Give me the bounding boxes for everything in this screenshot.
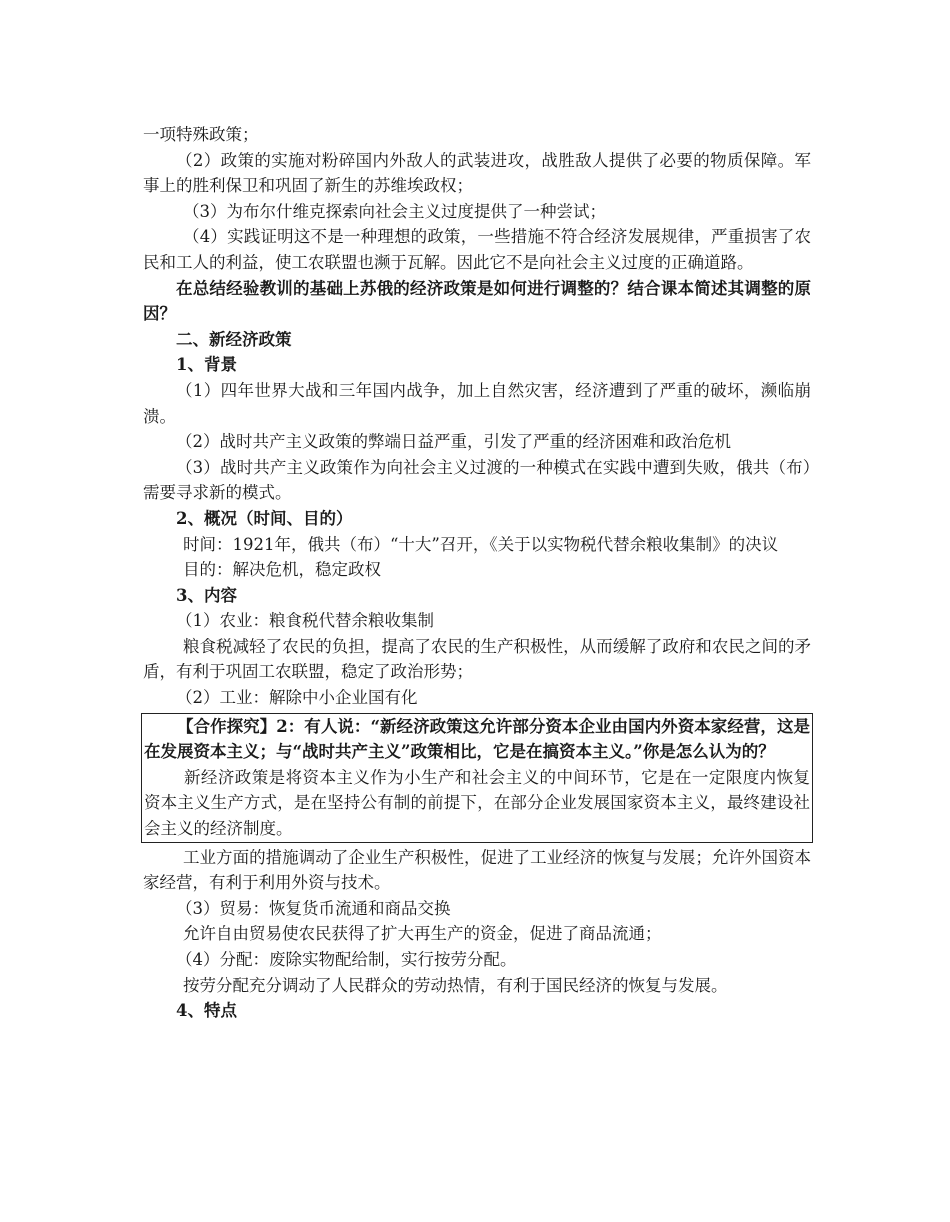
content-bottom [143, 845, 811, 1024]
heading-paragraph: 二、新经济政策 [176, 329, 292, 349]
body-paragraph: 工业方面的措施调动了企业生产积极性，促进了工业经济的恢复与发展；允许外国资本家经营，有利于利用外资与技术。 [143, 847, 811, 893]
body-paragraph: 允许自由贸易使农民获得了扩大再生产的资金，促进了商品流通； [183, 924, 662, 944]
body-paragraph: （4）分配：废除实物配给制，实行按劳分配。 [176, 950, 517, 969]
body-paragraph: （2）政策的实施对粉碎国内外敌人的武装进攻，战胜敌人提供了必要的物质保障。军事上的胜利保卫和巩固了新生的苏维埃政权； [143, 150, 811, 196]
body-paragraph: 一项特殊政策； [143, 125, 259, 144]
body-paragraph: （2）工业：解除中小企业国有化 [176, 688, 418, 708]
inquiry-question: 【合作探究】2：有人说：“新经济政策这允许部分资本企业由国内外资本家经营，这是在发展资本主义；与“战时共产主义”政策相比，它是在搞资本主义。”你是怎么认为的？ [144, 716, 810, 762]
content-top [143, 122, 811, 711]
body-paragraph: （1）农业：粮食税代替余粮收集制 [176, 611, 434, 631]
body-paragraph: （2）战时共产主义政策的弊端日益严重，引发了严重的经济困难和政治危机 [176, 432, 731, 452]
heading-paragraph: 4、特点 [176, 1001, 237, 1021]
cooperative-inquiry-box [141, 713, 813, 843]
body-paragraph: 目的：解决危机，稳定政权 [183, 560, 381, 580]
body-paragraph: （4）实践证明这不是一种理想的政策，一些措施不符合经济发展规律，严重损害了农民和工人的利益，使工农联盟也濒于瓦解。因此它不是向社会主义过度的正确道路。 [143, 227, 811, 272]
body-paragraph: （3）战时共产主义政策作为向社会主义过渡的一种模式在实践中遭到失败，俄共（布）需要寻求新的模式。 [143, 457, 811, 503]
body-paragraph: （3）贸易：恢复货币流通和商品交换 [176, 898, 451, 918]
heading-paragraph: 在总结经验教训的基础上苏俄的经济政策是如何进行调整的？结合课本简述其调整的原因？ [143, 278, 811, 324]
document-page [143, 122, 811, 1024]
body-paragraph: （3）为布尔什维克探索向社会主义过度提供了一种尝试； [183, 201, 606, 221]
body-paragraph: （1）四年世界大战和三年国内战争，加上自然灾害，经济遭到了严重的破坏，濒临崩溃。 [143, 380, 811, 426]
heading-paragraph: 2、概况（时间、目的） [176, 508, 353, 528]
heading-paragraph: 1、背景 [176, 355, 237, 375]
inquiry-answer: 新经济政策是将资本主义作为小生产和社会主义的中间环节，它是在一定限度内恢复资本主义生产方式，是在坚持公有制的前提下，在部分企业发展国家资本主义，最终建设社会主义的经济制度。 [144, 767, 810, 839]
body-paragraph: 时间：1921年，俄共（布）“十大”召开，《关于以实物税代替余粮收集制》的决议 [183, 534, 779, 554]
body-paragraph: 粮食税减轻了农民的负担，提高了农民的生产积极性，从而缓解了政府和农民之间的矛盾，有利于巩固工农联盟，稳定了政治形势； [143, 636, 811, 682]
heading-paragraph: 3、内容 [176, 585, 237, 605]
body-paragraph: 按劳分配充分调动了人民群众的劳动热情，有利于国民经济的恢复与发展。 [183, 975, 728, 995]
